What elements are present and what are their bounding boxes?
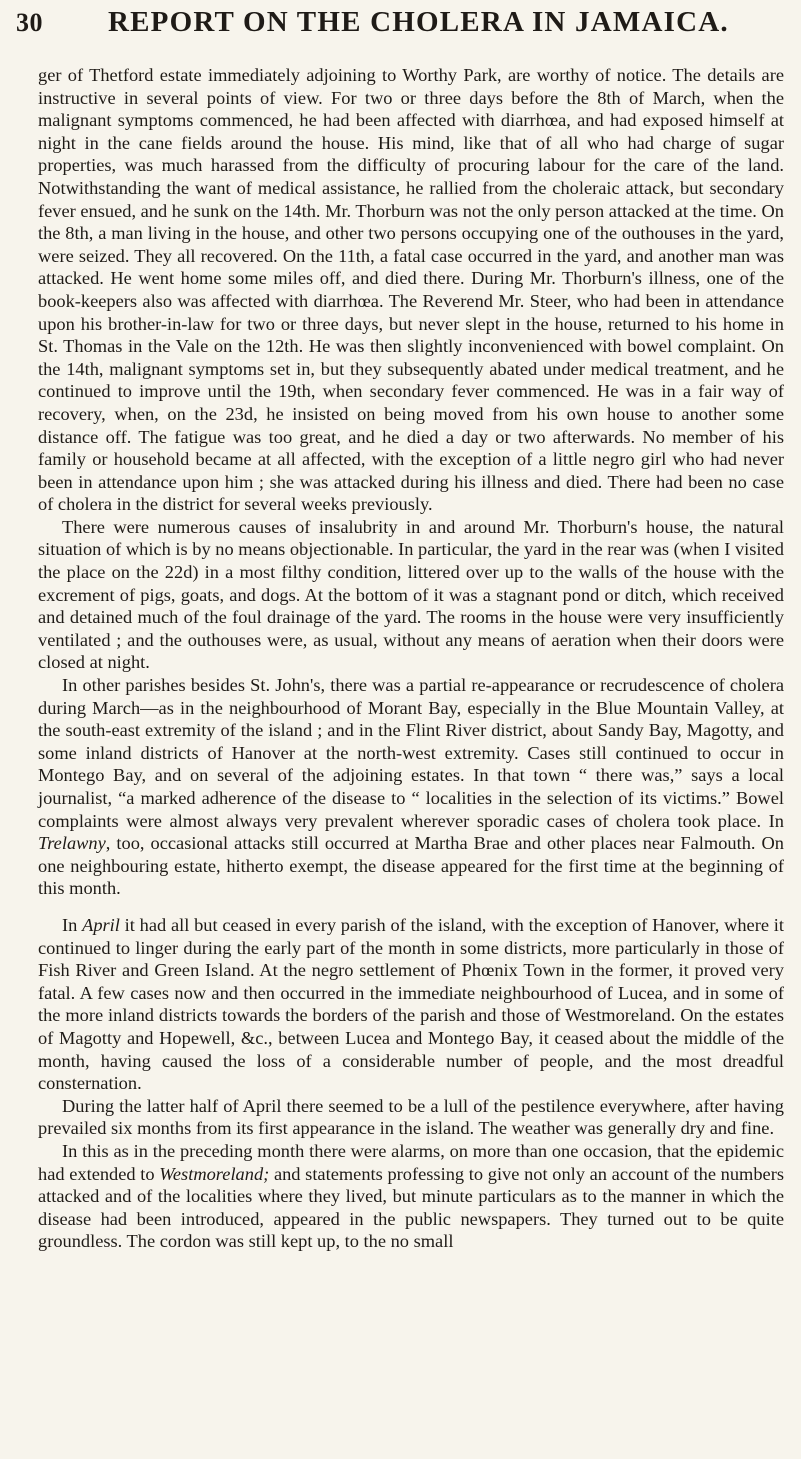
text-segment: , too, occasional attacks still occurred at Martha Brae and other places near Falmouth. On one neighbouring estate, hitherto exempt, the disease appeared for the first time at the beginning of this month. xyxy=(38,833,784,899)
paragraph-alarms xyxy=(38,1140,784,1253)
paragraph-continuation: ger of Thetford estate immediately adjoining to Worthy Park, are worthy of notice. The details are instructive in several points of view. For two or three days before the 8th of March, when the malignant symptoms commenced, he had been affected with diarrhœa, and had exposed himself at night in the cane fields around the house. His mind, like that of all who had charge of sugar properties, was much harassed from the difficulty of procuring labour for the care of the land. Notwithstanding the want of medical assistance, he rallied from the choleraic attack, but secondary fever ensued, and he sunk on the 14th. Mr. Thorburn was not the only person attacked at the time. On the 8th, a man living in the house, and other two persons occupying one of the outhouses in the yard, were seized. They all recovered. On the 11th, a fatal case occurred in the yard, and another man was attacked. He went home some miles off, and died there. During Mr. Thorburn's illness, one of the book-keepers also was affected with diarrhœa. The Reverend Mr. Steer, who had been in attendance upon his brother-in-law for two or three days, but never slept in the house, returned to his home in St. Thomas in the Vale on the 12th. He was then slightly inconvenienced with bowel complaint. On the 14th, malignant symptoms set in, but they subsequently abated under medical treatment, and he continued to improve until the 19th, when secondary fever commenced. He was in a fair way of recovery, when, on the 23d, he insisted on being moved from his own house to another some distance off. The fatigue was too great, and he died a day or two afterwards. No member of his family or household became at all affected, with the exception of a little negro girl who had never been in attendance upon him ; she was attacked during his illness and died. There had been no case of cholera in the district for several weeks previously. xyxy=(38,65,784,515)
italic-place-name: Trelawny xyxy=(38,833,106,854)
text-segment: In xyxy=(62,914,83,935)
paragraph-lull: During the latter half of April there seemed to be a lull of the pestilence everywhere, after having prevailed six months from its first appearance in the island. The weather was generally dry and fine. xyxy=(38,1095,784,1139)
paragraph-other-parishes xyxy=(38,674,784,900)
italic-place-name: Westmoreland; xyxy=(159,1163,270,1184)
text-segment: In this as in the preceding month there were alarms, on more than one occasion, that the epidemic had extended to xyxy=(38,1140,784,1184)
italic-month-name: April xyxy=(82,914,120,935)
page-header xyxy=(0,0,801,40)
body-text xyxy=(38,64,784,1253)
paragraph-insalubrity: There were numerous causes of insalubrity in and around Mr. Thorburn's house, the natural situation of which is by no means objectionable. In particular, the yard in the rear was (when I visited the place on the 22d) in a most filthy condition, littered over up to the walls of the house with the excrement of pigs, goats, and dogs. At the bottom of it was a stagnant pond or ditch, which received and detained much of the foul drainage of the yard. The rooms in the house were very insufficiently ventilated ; and the outhouses were, as usual, without any means of aeration when their doors were closed at night. xyxy=(38,516,784,673)
page-number: 30 xyxy=(16,8,43,37)
text-segment: and statements professing to give not only an account of the numbers attacked and of the localities where they lived, but minute particulars as to the manner in which the disease had been introduced, appeared in the public newspapers. They turned out to be quite groundless. The cordon was still kept up, to the no small xyxy=(38,1163,784,1252)
running-title: REPORT ON THE CHOLERA IN JAMAICA. xyxy=(108,6,729,38)
text-segment: In other parishes besides St. John's, there was a partial re-appearance or recrudescence of cholera during March—as in the neighbourhood of Morant Bay, especially in the Blue Mountain Valley, at the south-east extremity of the island ; and in the Flint River district, about Sandy Bay, Magotty, and some inland districts of Hanover at the north-west extremity. Cases still continued to occur in Montego Bay, and on several of the adjoining estates. In that town “ there was,” says a local journalist, “a marked adherence of the disease to “ localities in the selection of its victims.” Bowel complaints were almost always very prevalent wherever sporadic cases of cholera took place. In xyxy=(38,675,784,831)
text-segment: it had all but ceased in every parish of the island, with the exception of Hanover, where it continued to linger during the early part of the month in some districts, more particularly in those of Fish River and Green Island. At the negro settlement of Phœnix Town in the former, it proved very fatal. A few cases now and then occurred in the immediate neighbourhood of Lucea, and in some of the more inland districts towards the borders of the parish and those of Westmoreland. On the estates of Magotty and Hopewell, &c., between Lucea and Montego Bay, it ceased about the middle of the month, having caused the loss of a considerable number of people, and the most dreadful consternation. xyxy=(38,914,784,1094)
paragraph-april xyxy=(38,914,784,1095)
